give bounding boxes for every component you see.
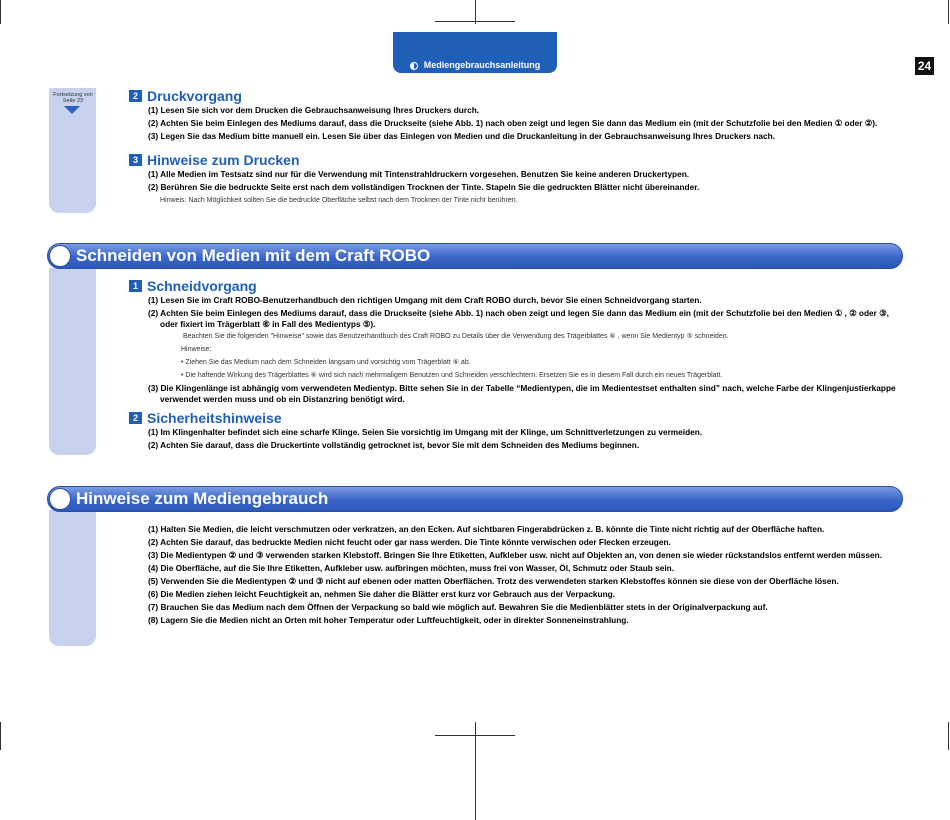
- crop-mark: [435, 21, 515, 22]
- text-line: (1) Lesen Sie im Craft ROBO-Benutzerhandbuch den richtigen Umgang mit dem Craft ROBO durch, bevor Sie einen Schneidvorgang starten.: [148, 295, 702, 305]
- chapter-title: Schneiden von Medien mit dem Craft ROBO: [76, 246, 431, 265]
- hint-note: Hinweise:: [181, 346, 212, 353]
- crop-mark: [435, 735, 515, 736]
- sidebar-strip: [49, 510, 96, 646]
- section-title: Druckvorgang: [147, 88, 242, 104]
- crop-mark: [0, 722, 1, 750]
- text-line: (5) Verwenden Sie die Medientypen ② und ③ nicht auf ebenen oder matten Oberflächen. Trotz des verwendeten starken Klebstoffes können sie diese von der Oberfläche lösen.: [148, 576, 839, 586]
- text-line: (2) Achten Sie darauf, dass die Druckertinte vollständig getrocknet ist, bevor Sie mit dem Schneiden des Mediums beginnen.: [148, 440, 640, 450]
- header-tab-label: Mediengebrauchsanleitung: [423, 60, 541, 70]
- half-circle-icon: [410, 62, 418, 70]
- text-line: (6) Die Medien ziehen leicht Feuchtigkeit an, nehmen Sie daher die Blätter erst kurz vor Gebrauch aus der Verpackung.: [148, 589, 616, 599]
- hint-note: Beachten Sie die folgenden "Hinweise" sowie das Benutzerhandbuch des Craft ROBO zu Details über die Verwendung des Trägerblattes ⑥ , wenn Sie Medientyp ⑤ schneiden.: [183, 333, 729, 340]
- section-number: 1: [129, 280, 142, 292]
- hint-note: • Ziehen Sie das Medium nach dem Schneiden langsam und vorsichtig vom Trägerblatt ⑥ ab.: [181, 359, 471, 366]
- crop-mark: [475, 722, 476, 820]
- text-line: (2) Achten Sie beim Einlegen des Mediums darauf, dass die Druckseite (siehe Abb. 1) nach oben zeigt und legen Sie dann das Medium ein (mit der Schutzfolie bei den Medien ① oder ②).: [148, 118, 878, 128]
- hint-note: Hinweis: Nach Möglichkeit sollten Sie die bedruckte Oberfläche selbst nach dem Trocknen der Tinte nicht berühren.: [160, 197, 518, 204]
- text-line: (1) Halten Sie Medien, die leicht verschmutzen oder verkratzen, an den Ecken. Auf sichtbaren Fingerabdrücken z. B. könnte die Tinte nicht richtig auf der Oberfläche haften.: [148, 524, 825, 534]
- text-line: (2) Berühren Sie die bedruckte Seite erst nach dem vollständigen Trocknen der Tinte. Stapeln Sie die gedruckten Blätter nicht übereinander.: [148, 182, 700, 192]
- text-line: (2) Achten Sie darauf, das bedruckte Medien nicht feucht oder gar nass werden. Die Tinte könnte verwischen oder Flecken erzeugen.: [148, 537, 671, 547]
- text-line: (4) Die Oberfläche, auf die Sie Ihre Etiketten, Aufkleber usw. aufbringen möchten, muss frei von Wasser, Öl, Schmutz oder Staub sein.: [148, 563, 675, 573]
- down-arrow-icon: [64, 106, 80, 114]
- text-line: (2) Achten Sie beim Einlegen des Mediums darauf, dass die Druckseite (siehe Abb. 1) nach oben zeigt und legen Sie dann das Medium ein (mit der Schutzfolie bei den Medien ① , ② oder ③,: [148, 308, 889, 318]
- crop-mark: [0, 0, 1, 24]
- page-number: 24: [915, 57, 934, 75]
- continued-note: Fortsetzung von Seite 23: [53, 92, 93, 104]
- chapter-banner: [47, 486, 903, 512]
- section-title: Hinweise zum Drucken: [147, 152, 300, 168]
- hint-note: • Die haftende Wirkung des Trägerblattes ⑥ wird sich nach mehrmaligem Benutzen und Schneiden verschlechtern. Ersetzen Sie es in diesem Fall durch ein neues Trägerblatt.: [181, 372, 723, 379]
- banner-circle-icon: [49, 245, 71, 267]
- text-line: verwendet werden muss und ob ein Distanzring benötigt wird.: [160, 394, 405, 404]
- section-title: Schneidvorgang: [147, 278, 257, 294]
- text-line: (7) Brauchen Sie das Medium nach dem Öffnen der Verpackung so bald wie möglich auf. Bewahren Sie die Medienblätter stets in der Originalverpackung auf.: [148, 602, 768, 612]
- text-line: (3) Die Medientypen ② und ③ verwenden starken Klebstoff. Bringen Sie Ihre Etiketten, Aufkleber usw. nicht auf Objekten an, von denen sie wieder rückstandslos entfernt werden müssen.: [148, 550, 882, 560]
- section-title: Sicherheitshinweise: [147, 410, 282, 426]
- crop-mark: [948, 0, 949, 24]
- crop-mark: [948, 722, 949, 750]
- text-line: (3) Die Klingenlänge ist abhängig vom verwendeten Medientyp. Bitte sehen Sie in der Tabelle “Medientypen, die im Medientestset enthalten sind” nach, welche Farbe der Klingenjustierkappe: [148, 383, 896, 393]
- text-line: (1) Lesen Sie sich vor dem Drucken die Gebrauchsanweisung Ihres Druckers durch.: [148, 105, 480, 115]
- header-tab: [393, 32, 557, 73]
- chapter-title: Hinweise zum Mediengebrauch: [76, 489, 329, 508]
- text-line: (8) Lagern Sie die Medien nicht an Orten mit hoher Temperatur oder Luftfeuchtigkeit, oder in direkter Sonneneinstrahlung.: [148, 615, 629, 625]
- text-line: oder fixiert im Trägerblatt ⑥ in Fall des Medientyps ⑤).: [160, 319, 376, 329]
- sidebar-strip: [49, 268, 96, 455]
- text-line: (1) Alle Medien im Testsatz sind nur für die Verwendung mit Tintenstrahldruckern vorgesehen. Benutzen Sie keine anderen Druckertypen.: [148, 169, 690, 179]
- section-number: 3: [129, 154, 142, 166]
- banner-circle-icon: [49, 488, 71, 510]
- section-number: 2: [129, 412, 142, 424]
- section-number: 2: [129, 90, 142, 102]
- text-line: (1) Im Klingenhalter befindet sich eine scharfe Klinge. Seien Sie vorsichtig im Umgang mit der Klinge, um Schnittverletzungen zu vermeiden.: [148, 427, 703, 437]
- text-line: (3) Legen Sie das Medium bitte manuell ein. Lesen Sie über das Einlegen von Medien und die Druckanleitung in der Gebrauchsanweisung Ihres Druckers nach.: [148, 131, 776, 141]
- chapter-banner: [47, 243, 903, 269]
